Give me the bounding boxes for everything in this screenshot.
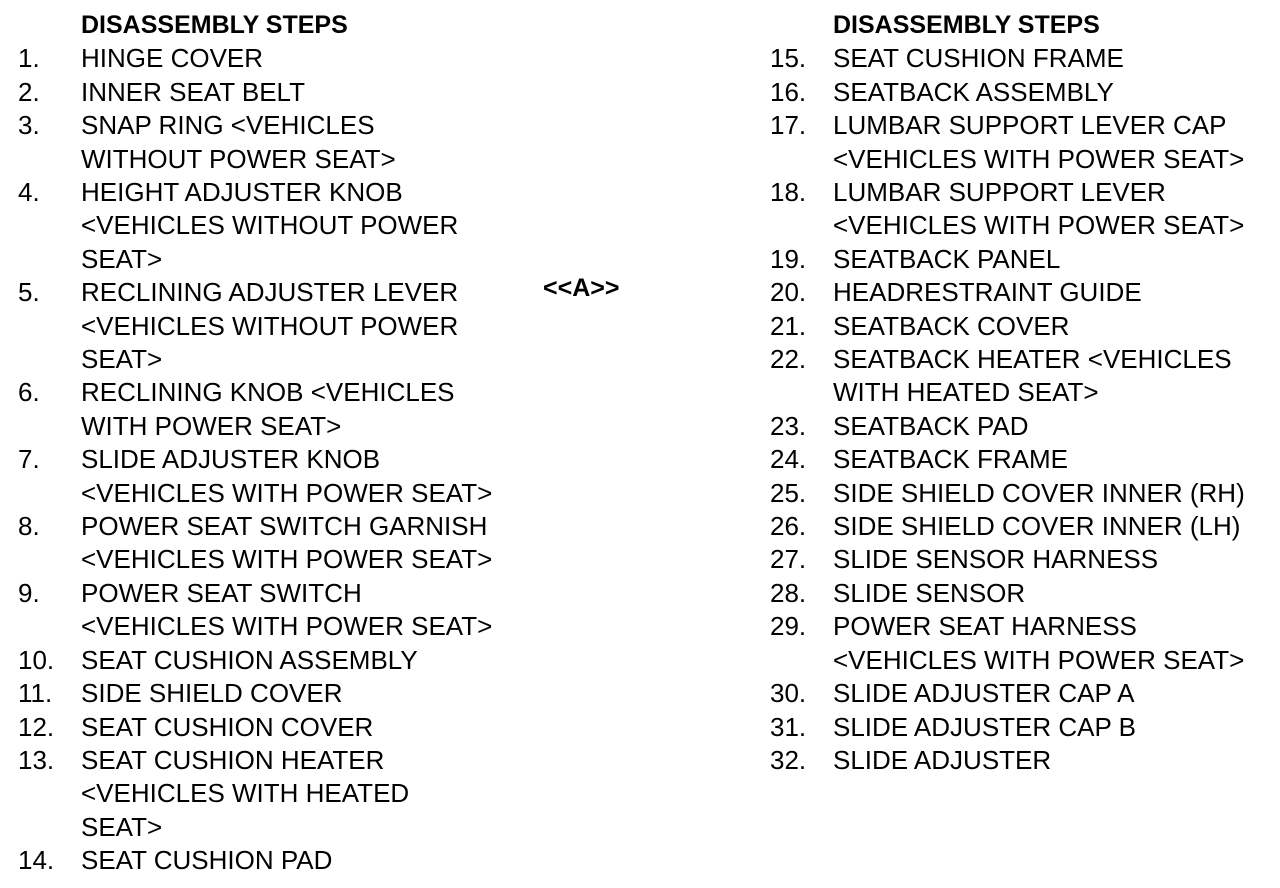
step-text: SLIDE SENSOR bbox=[833, 577, 1026, 608]
step-number: 30. bbox=[770, 678, 807, 709]
step-text: SNAP RING <VEHICLES WITHOUT POWER SEAT> bbox=[81, 110, 396, 174]
step-text: SEATBACK PAD bbox=[833, 410, 1029, 441]
step-number: 2. bbox=[18, 76, 40, 107]
right-steps-column bbox=[770, 9, 1280, 777]
step-item bbox=[18, 76, 538, 109]
step-text: SLIDE ADJUSTER bbox=[833, 744, 1052, 775]
step-number: 9. bbox=[18, 577, 40, 608]
step-item bbox=[18, 744, 538, 844]
step-item bbox=[770, 176, 1280, 243]
step-text: SEATBACK COVER bbox=[833, 310, 1070, 341]
step-text: SIDE SHIELD COVER INNER (RH) bbox=[833, 477, 1245, 508]
step-text: LUMBAR SUPPORT LEVER <VEHICLES WITH POWER SEAT> bbox=[833, 177, 1245, 241]
step-text: SLIDE ADJUSTER KNOB <VEHICLES WITH POWER SEAT> bbox=[81, 444, 493, 508]
step-text: SEAT CUSHION HEATER <VEHICLES WITH HEATED SEAT> bbox=[81, 744, 410, 842]
step-item bbox=[770, 577, 1280, 610]
step-text: HEADRESTRAINT GUIDE bbox=[833, 277, 1142, 308]
step-number: 23. bbox=[770, 410, 807, 441]
step-text: SEAT CUSHION PAD bbox=[81, 845, 333, 876]
step-text: SLIDE ADJUSTER CAP B bbox=[833, 711, 1136, 742]
step-number: 1. bbox=[18, 43, 40, 74]
step-text: POWER SEAT SWITCH <VEHICLES WITH POWER SEAT> bbox=[81, 577, 493, 642]
step-item bbox=[770, 543, 1280, 576]
step-number: 4. bbox=[18, 177, 40, 208]
step-text: SEATBACK FRAME bbox=[833, 444, 1069, 475]
step-number: 16. bbox=[770, 76, 807, 107]
step-number: 14. bbox=[18, 845, 55, 876]
step-item bbox=[18, 577, 538, 644]
step-item bbox=[770, 310, 1280, 343]
step-text: HINGE COVER bbox=[81, 43, 264, 74]
step-item bbox=[770, 42, 1280, 75]
step-item bbox=[770, 343, 1280, 410]
step-number: 32. bbox=[770, 744, 807, 775]
step-number: 29. bbox=[770, 611, 807, 642]
step-item bbox=[18, 176, 538, 276]
step-item bbox=[18, 276, 538, 376]
step-item bbox=[770, 477, 1280, 510]
step-number: 11. bbox=[18, 678, 53, 709]
step-number: 3. bbox=[18, 110, 40, 141]
step-text: SEAT CUSHION FRAME bbox=[833, 43, 1124, 74]
step-item bbox=[770, 243, 1280, 276]
step-number: 15. bbox=[770, 43, 807, 74]
step-item bbox=[18, 844, 538, 877]
step-item bbox=[770, 276, 1280, 309]
step-number: 6. bbox=[18, 377, 40, 408]
step-number: 8. bbox=[18, 511, 40, 542]
right-steps-heading: DISASSEMBLY STEPS bbox=[833, 11, 1100, 39]
step-number: 25. bbox=[770, 477, 807, 508]
step-text: SIDE SHIELD COVER INNER (LH) bbox=[833, 511, 1241, 542]
step-number: 10. bbox=[18, 644, 55, 675]
step-text: RECLINING KNOB <VEHICLES WITH POWER SEAT> bbox=[81, 377, 455, 441]
step-item bbox=[770, 443, 1280, 476]
step-text: SIDE SHIELD COVER bbox=[81, 678, 343, 709]
step-item bbox=[770, 711, 1280, 744]
step-item bbox=[770, 610, 1280, 677]
step-text: SLIDE ADJUSTER CAP A bbox=[833, 678, 1135, 709]
step-text: INNER SEAT BELT bbox=[81, 76, 305, 107]
step-number: 18. bbox=[770, 177, 807, 208]
step-number: 5. bbox=[18, 277, 40, 308]
step-text: SEAT CUSHION COVER bbox=[81, 711, 374, 742]
left-steps-heading: DISASSEMBLY STEPS bbox=[81, 11, 348, 39]
step-number: 19. bbox=[770, 243, 807, 274]
step-item bbox=[770, 744, 1280, 777]
step-text: HEIGHT ADJUSTER KNOB <VEHICLES WITHOUT POWER SEAT> bbox=[81, 177, 459, 274]
step-item bbox=[18, 644, 538, 677]
step-number: 21. bbox=[770, 310, 807, 341]
step-item bbox=[18, 109, 538, 176]
step-number: 26. bbox=[770, 511, 807, 542]
step-number: 24. bbox=[770, 444, 807, 475]
step-number: 7. bbox=[18, 444, 40, 475]
step-item bbox=[770, 109, 1280, 176]
step-text: SLIDE SENSOR HARNESS bbox=[833, 544, 1159, 575]
step-text: POWER SEAT HARNESS <VEHICLES WITH POWER SEAT> bbox=[833, 611, 1245, 675]
step-item bbox=[770, 510, 1280, 543]
step-text: SEAT CUSHION ASSEMBLY bbox=[81, 644, 418, 675]
step-item bbox=[18, 510, 538, 577]
step-text: POWER SEAT SWITCH GARNISH <VEHICLES WITH POWER SEAT> bbox=[81, 511, 493, 575]
step-text: SEATBACK ASSEMBLY bbox=[833, 76, 1114, 107]
step-text: SEATBACK HEATER <VEHICLES WITH HEATED SEAT> bbox=[833, 344, 1232, 408]
step-item bbox=[770, 76, 1280, 109]
step-item bbox=[18, 677, 538, 710]
step-text: SEATBACK PANEL bbox=[833, 243, 1061, 274]
step-item bbox=[18, 443, 538, 510]
step-number: 22. bbox=[770, 344, 807, 375]
section-marker-a: <<A>> bbox=[543, 274, 620, 302]
step-item bbox=[770, 410, 1280, 443]
step-number: 13. bbox=[18, 744, 55, 775]
step-number: 12. bbox=[18, 711, 55, 742]
step-text: LUMBAR SUPPORT LEVER CAP <VEHICLES WITH POWER SEAT> bbox=[833, 110, 1245, 174]
step-item bbox=[18, 376, 538, 443]
step-text: RECLINING ADJUSTER LEVER <VEHICLES WITHOUT POWER SEAT> bbox=[81, 277, 459, 375]
step-number: 20. bbox=[770, 277, 807, 308]
step-item bbox=[18, 711, 538, 744]
step-number: 31. bbox=[770, 711, 807, 742]
left-steps-column bbox=[18, 9, 538, 878]
step-number: 28. bbox=[770, 577, 807, 608]
step-item bbox=[18, 42, 538, 75]
step-number: 27. bbox=[770, 544, 807, 575]
step-number: 17. bbox=[770, 110, 807, 141]
step-item bbox=[770, 677, 1280, 710]
